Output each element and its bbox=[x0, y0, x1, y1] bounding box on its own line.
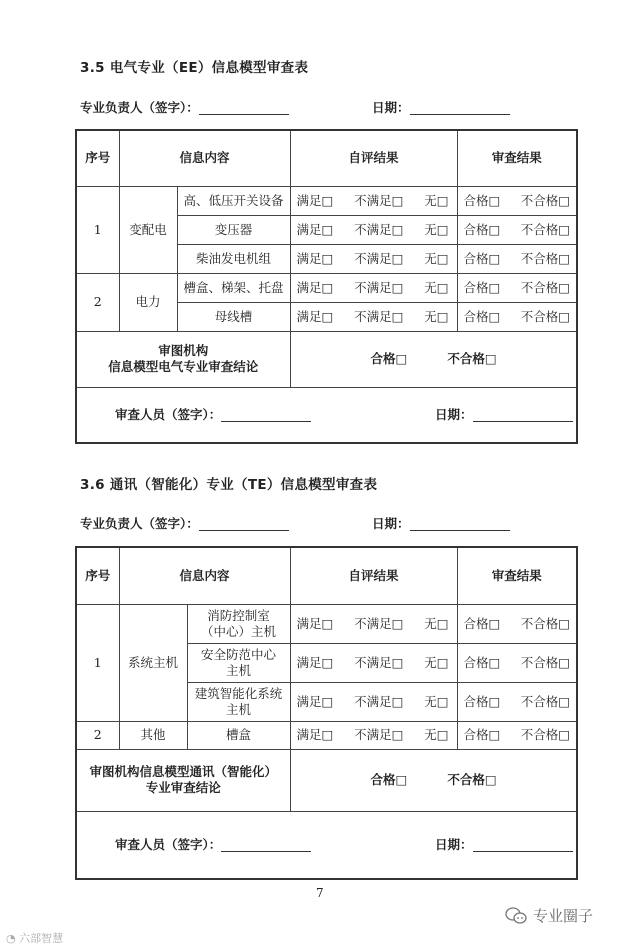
ee-cat-2: 电力 bbox=[119, 273, 177, 331]
weibo-icon: ◔ bbox=[6, 932, 16, 945]
ee-conclusion-line1: 审图机构 bbox=[158, 343, 209, 358]
ee-cat-1: 变配电 bbox=[119, 186, 177, 273]
unsatisfied-checkbox[interactable]: 不满足□ bbox=[354, 192, 404, 208]
te-lead-label: 专业负责人（签字）： bbox=[80, 516, 199, 531]
te-cat-1: 系统主机 bbox=[119, 604, 187, 721]
unsatisfied-checkbox[interactable]: 不满足□ bbox=[354, 654, 404, 670]
fail-checkbox[interactable]: 不合格□ bbox=[520, 615, 571, 631]
te-seq-2: 2 bbox=[76, 721, 119, 749]
ee-heading: 3.5 电气专业（EE）信息模型审查表 bbox=[80, 60, 309, 76]
pass-checkbox[interactable]: 合格□ bbox=[370, 351, 408, 366]
te-item-line2: 主机 bbox=[226, 662, 252, 678]
ee-review-table bbox=[75, 129, 578, 444]
te-header-seq: 序号 bbox=[76, 547, 119, 604]
ee-item: 母线槽 bbox=[177, 302, 290, 331]
ee-reviewer-row bbox=[76, 387, 577, 443]
unsatisfied-checkbox[interactable]: 不满足□ bbox=[354, 279, 404, 295]
te-reviewer-date-line[interactable] bbox=[473, 839, 573, 852]
ee-lead-label: 专业负责人（签字）： bbox=[80, 100, 199, 115]
watermark-right-text: 专业圈子 bbox=[533, 907, 594, 925]
te-item-line2: 主机 bbox=[226, 701, 252, 717]
pass-checkbox[interactable]: 合格□ bbox=[463, 192, 501, 208]
fail-checkbox[interactable]: 不合格□ bbox=[520, 279, 571, 295]
ee-reviewer-label: 审查人员（签字）： bbox=[115, 406, 222, 422]
ee-header-seq: 序号 bbox=[76, 130, 119, 186]
satisfied-checkbox[interactable]: 满足□ bbox=[296, 221, 334, 237]
none-checkbox[interactable]: 无□ bbox=[424, 308, 449, 324]
satisfied-checkbox[interactable]: 满足□ bbox=[296, 654, 334, 670]
satisfied-checkbox[interactable]: 满足□ bbox=[296, 250, 334, 266]
pass-checkbox[interactable]: 合格□ bbox=[463, 727, 501, 742]
pass-checkbox[interactable]: 合格□ bbox=[463, 279, 501, 295]
ee-seq-1: 1 bbox=[76, 186, 119, 273]
ee-seq-2: 2 bbox=[76, 273, 119, 331]
satisfied-checkbox[interactable]: 满足□ bbox=[296, 279, 334, 295]
ee-lead-date-label: 日期： bbox=[372, 100, 410, 115]
te-lead-date bbox=[372, 514, 510, 532]
none-checkbox[interactable]: 无□ bbox=[424, 279, 449, 295]
te-header-self: 自评结果 bbox=[290, 547, 457, 604]
pass-checkbox[interactable]: 合格□ bbox=[463, 615, 501, 631]
te-heading: 3.6 通讯（智能化）专业（TE）信息模型审查表 bbox=[80, 477, 378, 493]
fail-checkbox[interactable]: 不合格□ bbox=[520, 250, 571, 266]
ee-lead-sign bbox=[80, 98, 289, 116]
te-seq-1: 1 bbox=[76, 604, 119, 721]
ee-header-content: 信息内容 bbox=[119, 130, 290, 186]
unsatisfied-checkbox[interactable]: 不满足□ bbox=[354, 250, 404, 266]
ee-conclusion-label bbox=[76, 331, 290, 387]
watermark-left-text: 六部智慧 bbox=[19, 932, 64, 945]
ee-conclusion-line2: 信息模型电气专业审查结论 bbox=[108, 359, 259, 374]
fail-checkbox[interactable]: 不合格□ bbox=[447, 772, 497, 787]
fail-checkbox[interactable]: 不合格□ bbox=[447, 351, 497, 366]
te-conclusion-label bbox=[76, 749, 290, 811]
fail-checkbox[interactable]: 不合格□ bbox=[520, 693, 571, 709]
satisfied-checkbox[interactable]: 满足□ bbox=[296, 308, 334, 324]
te-lead-sign bbox=[80, 514, 289, 532]
ee-lead-signature-line[interactable] bbox=[199, 102, 289, 115]
table-row bbox=[76, 604, 577, 643]
te-item-line2: （中心）主机 bbox=[201, 623, 277, 639]
te-conclusion-result bbox=[290, 749, 577, 811]
te-item-line1: 建筑智能化系统 bbox=[194, 685, 283, 701]
table-row bbox=[76, 186, 577, 215]
wechat-icon bbox=[505, 907, 527, 925]
ee-item: 变压器 bbox=[177, 215, 290, 244]
ee-item: 高、低压开关设备 bbox=[177, 186, 290, 215]
fail-checkbox[interactable]: 不合格□ bbox=[520, 727, 571, 742]
ee-conclusion-result bbox=[290, 331, 577, 387]
te-reviewer-label: 审查人员（签字）： bbox=[115, 836, 222, 852]
table-row bbox=[76, 273, 577, 302]
te-item: 槽盒 bbox=[187, 721, 290, 749]
ee-lead-date bbox=[372, 98, 510, 116]
unsatisfied-checkbox[interactable]: 不满足□ bbox=[354, 615, 404, 631]
satisfied-checkbox[interactable]: 满足□ bbox=[296, 192, 334, 208]
te-lead-signature-line[interactable] bbox=[199, 518, 289, 531]
te-reviewer-signature-line[interactable] bbox=[221, 839, 311, 852]
none-checkbox[interactable]: 无□ bbox=[424, 250, 449, 266]
none-checkbox[interactable]: 无□ bbox=[424, 615, 449, 631]
unsatisfied-checkbox[interactable]: 不满足□ bbox=[354, 693, 404, 709]
te-item-line1: 消防控制室 bbox=[207, 607, 270, 623]
unsatisfied-checkbox[interactable]: 不满足□ bbox=[354, 727, 404, 742]
te-reviewer-row bbox=[76, 811, 577, 879]
satisfied-checkbox[interactable]: 满足□ bbox=[296, 693, 334, 709]
pass-checkbox[interactable]: 合格□ bbox=[370, 772, 408, 787]
satisfied-checkbox[interactable]: 满足□ bbox=[296, 615, 334, 631]
none-checkbox[interactable]: 无□ bbox=[424, 693, 449, 709]
pass-checkbox[interactable]: 合格□ bbox=[463, 654, 501, 670]
fail-checkbox[interactable]: 不合格□ bbox=[520, 192, 571, 208]
te-lead-date-label: 日期： bbox=[372, 516, 410, 531]
ee-header-self: 自评结果 bbox=[290, 130, 457, 186]
fail-checkbox[interactable]: 不合格□ bbox=[520, 221, 571, 237]
te-conclusion-line2: 专业审查结论 bbox=[145, 780, 221, 795]
te-item bbox=[187, 643, 290, 682]
ee-item: 槽盒、梯架、托盘 bbox=[177, 273, 290, 302]
none-checkbox[interactable]: 无□ bbox=[424, 654, 449, 670]
te-item bbox=[187, 682, 290, 721]
satisfied-checkbox[interactable]: 满足□ bbox=[296, 727, 334, 742]
pass-checkbox[interactable]: 合格□ bbox=[463, 250, 501, 266]
fail-checkbox[interactable]: 不合格□ bbox=[520, 308, 571, 324]
te-review-table bbox=[75, 546, 578, 880]
te-lead-date-line[interactable] bbox=[410, 518, 510, 531]
none-checkbox[interactable]: 无□ bbox=[424, 221, 449, 237]
pass-checkbox[interactable]: 合格□ bbox=[463, 308, 501, 324]
te-header-review: 审查结果 bbox=[457, 547, 577, 604]
page-number: 7 bbox=[316, 886, 324, 900]
unsatisfied-checkbox[interactable]: 不满足□ bbox=[354, 308, 404, 324]
te-item bbox=[187, 604, 290, 643]
pass-checkbox[interactable]: 合格□ bbox=[463, 693, 501, 709]
table-row bbox=[76, 721, 577, 749]
watermark-left bbox=[6, 930, 63, 946]
fail-checkbox[interactable]: 不合格□ bbox=[520, 654, 571, 670]
te-conclusion-line1: 审图机构信息模型通讯（智能化） bbox=[89, 764, 278, 779]
none-checkbox[interactable]: 无□ bbox=[424, 727, 449, 742]
te-cat-2: 其他 bbox=[119, 721, 187, 749]
ee-reviewer-date-label: 日期： bbox=[435, 406, 473, 422]
ee-header-review: 审查结果 bbox=[457, 130, 577, 186]
pass-checkbox[interactable]: 合格□ bbox=[463, 221, 501, 237]
te-header-content: 信息内容 bbox=[119, 547, 290, 604]
watermark-right bbox=[505, 905, 593, 926]
unsatisfied-checkbox[interactable]: 不满足□ bbox=[354, 221, 404, 237]
ee-reviewer-date-line[interactable] bbox=[473, 409, 573, 422]
ee-reviewer-signature-line[interactable] bbox=[221, 409, 311, 422]
ee-lead-date-line[interactable] bbox=[410, 102, 510, 115]
ee-item: 柴油发电机组 bbox=[177, 244, 290, 273]
te-reviewer-date-label: 日期： bbox=[435, 836, 473, 852]
te-item-line1: 安全防范中心 bbox=[201, 646, 277, 662]
none-checkbox[interactable]: 无□ bbox=[424, 192, 449, 208]
